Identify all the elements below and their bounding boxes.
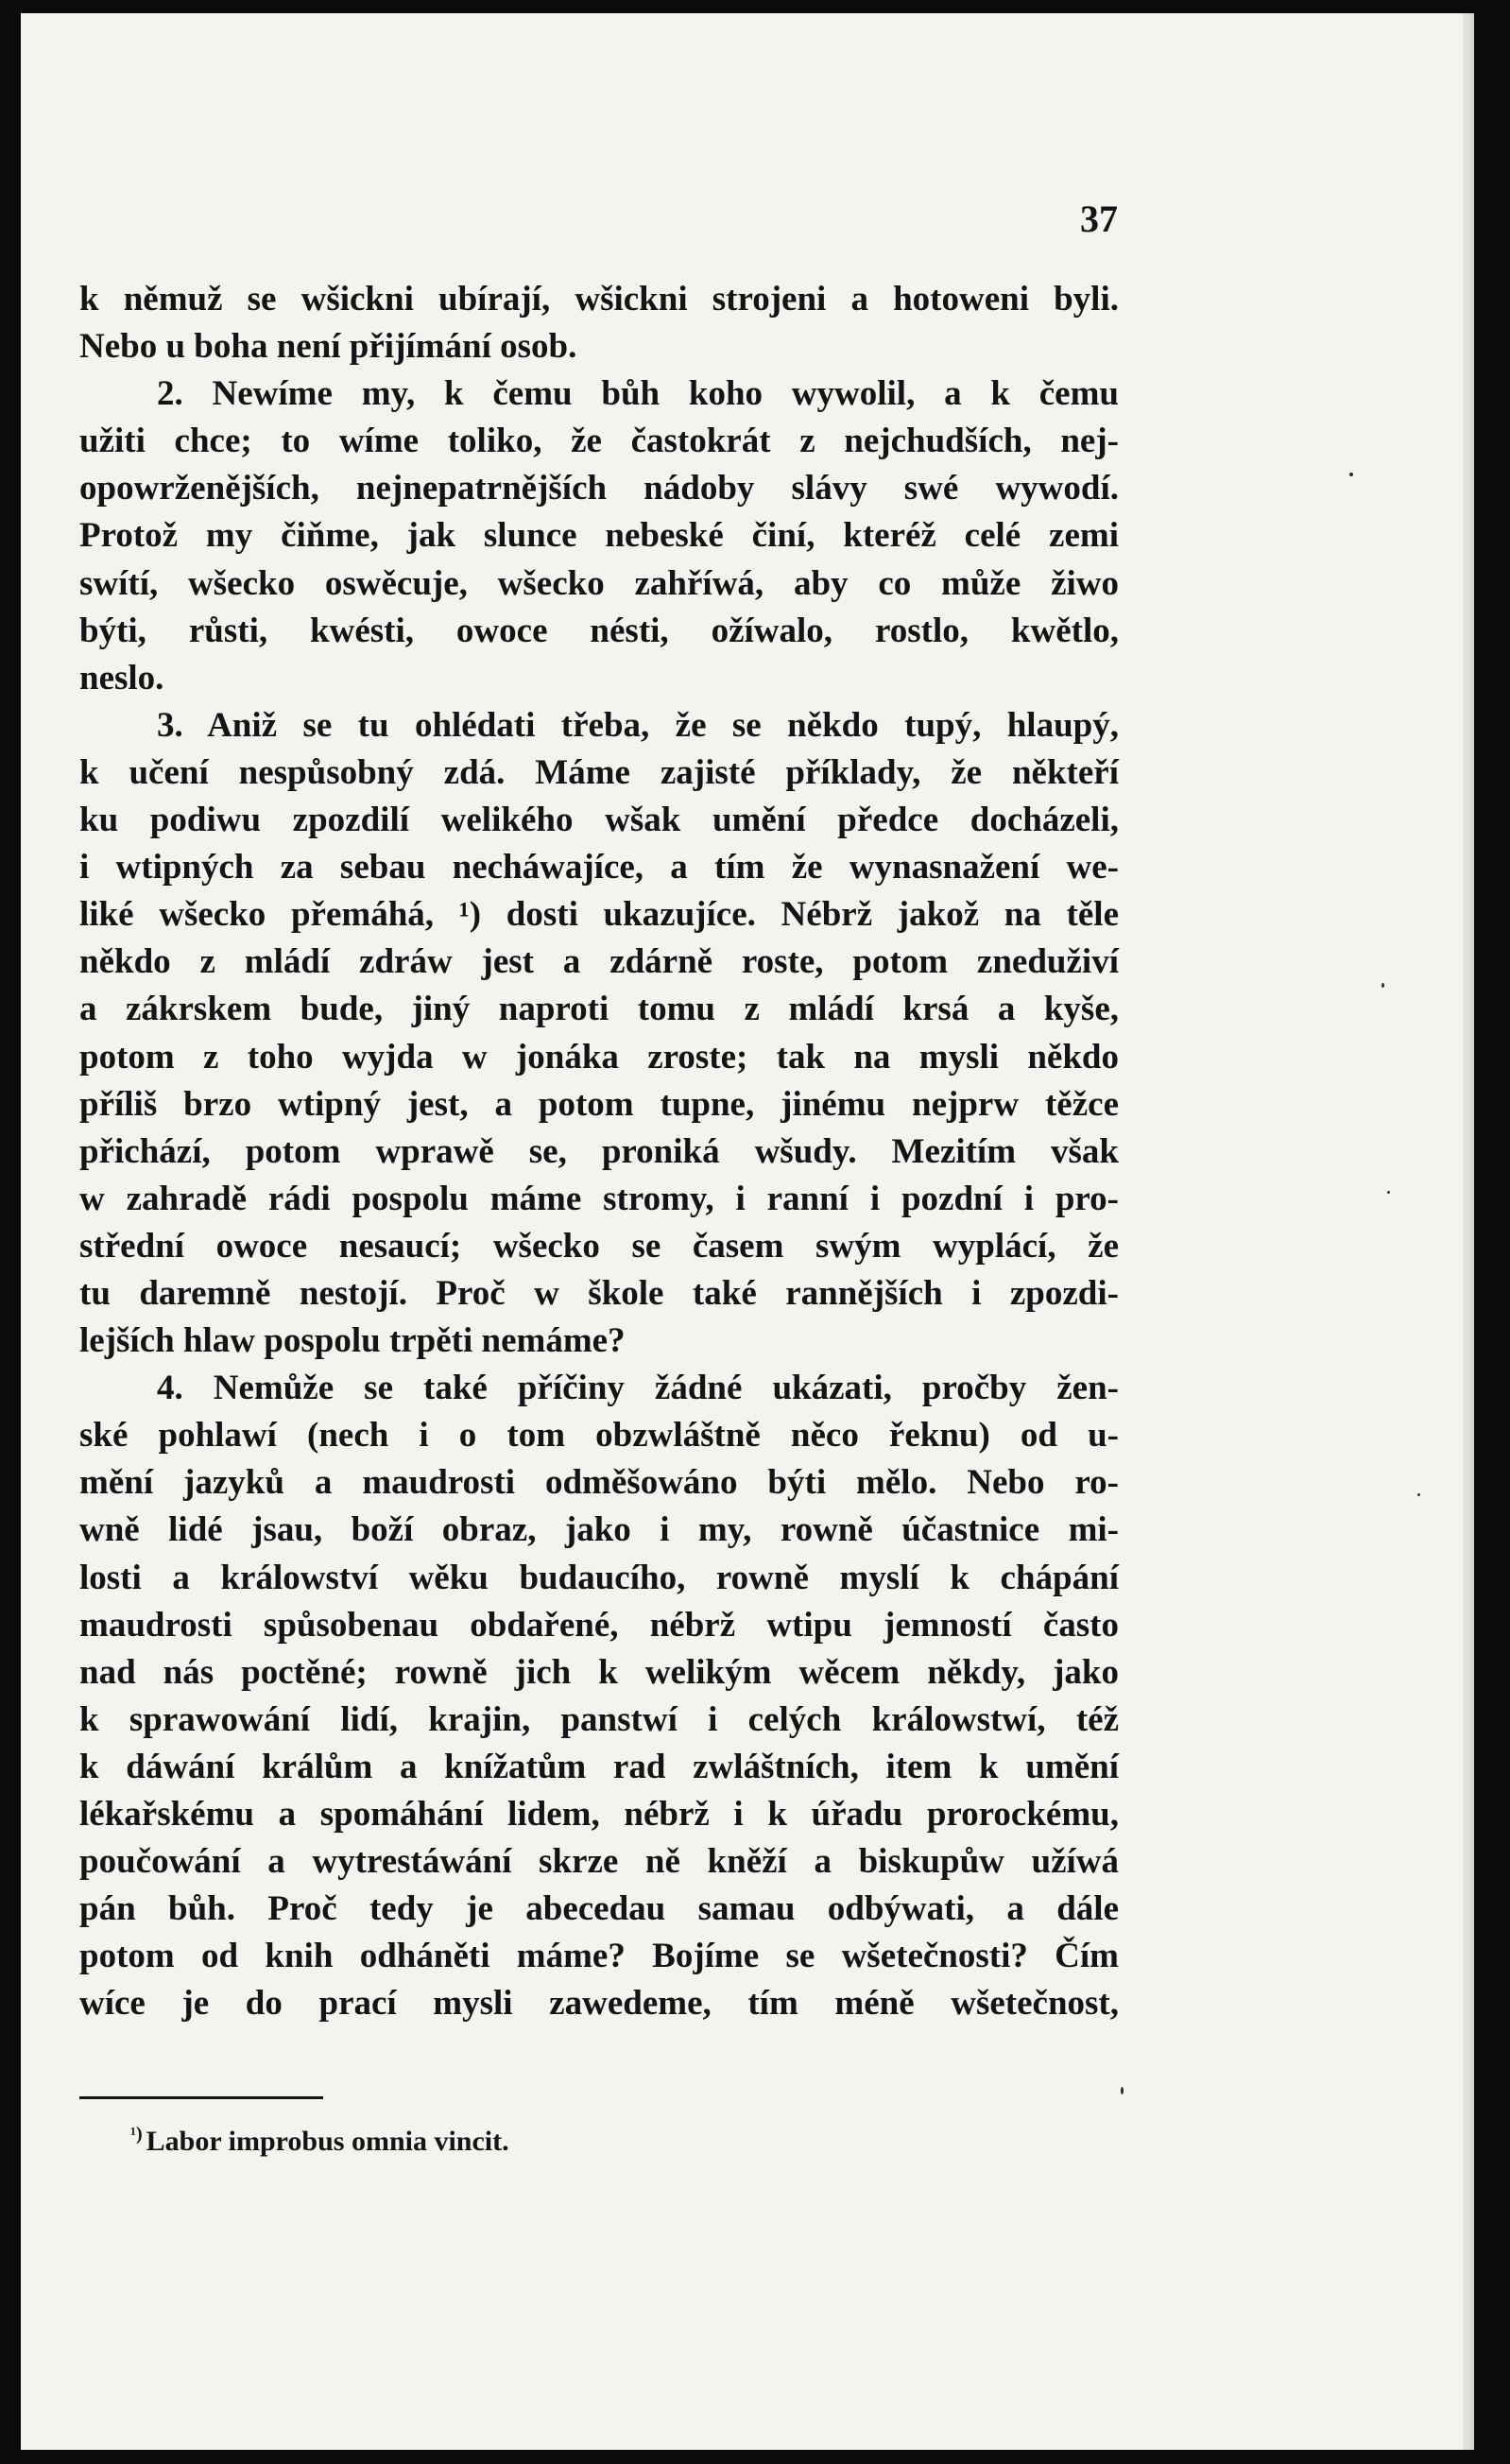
- text-line: wíce je do prací mysli zawedeme, tím méně wšetečnost,: [79, 1984, 1119, 2024]
- text-line: střední owoce nesaucí; wšecko se časem swým wyplácí, že: [79, 1226, 1119, 1266]
- text-line: příliš brzo wtipný jest, a potom tupne, jinému nejprw těžce: [79, 1084, 1119, 1124]
- text-line: pán bůh. Proč tedy je abecedau samau odbýwati, a dále: [79, 1889, 1119, 1929]
- scan-speck: [1121, 2087, 1124, 2094]
- footnote-mark: ¹): [130, 2124, 143, 2145]
- text-line: nad nás poctěné; rowně jich k welikým wěcem někdy, jako: [79, 1652, 1119, 1692]
- text-line: losti a králowství wěku budaucího, rowně myslí k chápání: [79, 1558, 1119, 1597]
- text-line: maudrosti spůsobenau obdařené, nébrž wtipu jemností často: [79, 1605, 1119, 1645]
- text-line: k němuž se wšickni ubírají, wšickni strojeni a hotoweni byli.: [79, 280, 1119, 319]
- scan-speck: [1349, 473, 1353, 476]
- text-line: a zákrskem bude, jiný naproti tomu z mládí krsá a kyše,: [79, 990, 1119, 1029]
- text-line: poučowání a wytrestáwání skrze ně kněží a biskupůw užíwá: [79, 1842, 1119, 1882]
- page-number: 37: [1080, 198, 1118, 240]
- text-line: lékařskému a spomáhání lidem, nébrž i k úřadu prorockému,: [79, 1795, 1119, 1834]
- text-line: wně lidé jsau, boží obraz, jako i my, rowně účastnice mi-: [79, 1510, 1119, 1550]
- scan-speck: [1387, 1191, 1390, 1194]
- text-line: w zahradě rádi pospolu máme stromy, i ranní i pozdní i pro-: [79, 1179, 1119, 1218]
- text-line: ské pohlawí (nech i o tom obzwláštně něco řeknu) od u-: [79, 1416, 1119, 1456]
- text-line: potom z toho wyjda w jonáka zroste; tak na mysli někdo: [79, 1037, 1119, 1077]
- scan-speck: [1381, 983, 1384, 988]
- text-line: i wtipných za sebau necháwajíce, a tím že wynasnažení we-: [79, 848, 1119, 887]
- text-line: 3. Aniž se tu ohlédati třeba, že se někdo tupý, hlaupý,: [157, 705, 1119, 745]
- text-line: Protož my čiňme, jak slunce nebeské činí, kteréž celé zemi: [79, 516, 1119, 556]
- text-line: ku podiwu zpozdilí welikého wšak umění předce docházeli,: [79, 801, 1119, 840]
- footnote-text: Labor improbus omnia vincit.: [146, 2126, 509, 2157]
- page-edge-shadow: [1463, 13, 1474, 2450]
- text-line: užiti chce; to wíme toliko, že častokrát z nejchudších, nej-: [79, 422, 1119, 461]
- text-line: tu daremně nestojí. Proč w škole také rannějších i zpozdi-: [79, 1273, 1119, 1313]
- body-text: [79, 276, 1119, 2027]
- scan-speck: [1417, 1493, 1420, 1496]
- text-line: neslo.: [79, 658, 164, 698]
- text-line: 2. Newíme my, k čemu bůh koho wywolil, a k čemu: [157, 374, 1119, 414]
- footnote-rule: [79, 2096, 323, 2099]
- text-line: k sprawowání lidí, krajin, panstwí i celých králowstwí, též: [79, 1699, 1119, 1739]
- footnote: [130, 2124, 509, 2158]
- text-line: swítí, wšecko oswěcuje, wšecko zahříwá, aby co může žiwo: [79, 563, 1119, 603]
- text-line: přichází, potom wprawě se, proniká wšudy. Mezitím však: [79, 1131, 1119, 1171]
- text-line: 4. Nemůže se také příčiny žádné ukázati, pročby žen-: [157, 1369, 1119, 1408]
- text-line: k dáwání králům a knížatům rad zwláštních, item k umění: [79, 1747, 1119, 1786]
- text-line: býti, růsti, kwésti, owoce nésti, ožíwalo, rostlo, kwětlo,: [79, 611, 1119, 650]
- text-line: opowrženějších, nejnepatrnějších nádoby slávy swé wywodí.: [79, 469, 1119, 508]
- text-line: někdo z mládí zdráw jest a zdárně roste, potom zneduživí: [79, 942, 1119, 982]
- text-line: Nebo u boha není přijímání osob.: [79, 327, 577, 367]
- text-line: k učení nespůsobný zdá. Máme zajisté příklady, že někteří: [79, 752, 1119, 792]
- text-line: mění jazyků a maudrosti odměšowáno býti mělo. Nebo ro-: [79, 1463, 1119, 1503]
- text-line: lejších hlaw pospolu trpěti nemáme?: [79, 1321, 626, 1361]
- text-line: liké wšecko přemáhá, ¹) dosti ukazujíce. Nébrž jakož na těle: [79, 895, 1119, 935]
- text-line: potom od knih odháněti máme? Bojíme se wšetečnosti? Čím: [79, 1937, 1119, 1976]
